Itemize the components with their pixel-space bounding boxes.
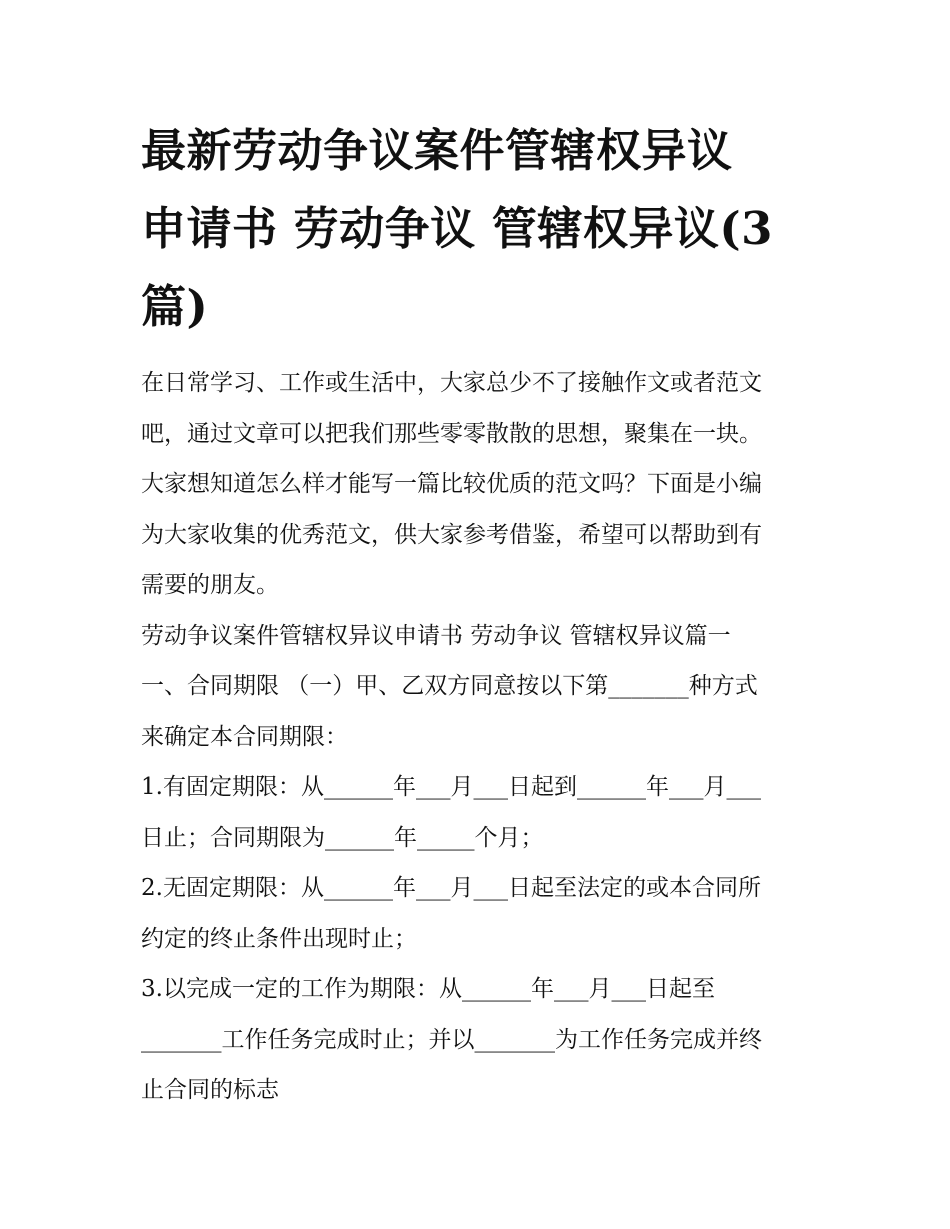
document-title bbox=[141, 112, 821, 346]
title-line-1: 最新劳动争议案件管辖权异议 bbox=[141, 124, 733, 177]
clause-line: 止合同的标志 bbox=[141, 1077, 279, 1103]
contract-clauses bbox=[141, 661, 821, 1116]
intro-line: 在日常学习、工作或生活中，大家总少不了接触作文或者范文 bbox=[141, 370, 762, 396]
section-heading: 劳动争议案件管辖权异议申请书 劳动争议 管辖权异议篇一 bbox=[141, 622, 731, 649]
intro-line: 为大家收集的优秀范文，供大家参考借鉴，希望可以帮助到有 bbox=[141, 521, 762, 548]
clause-line: _______工作任务完成时止；并以_______为工作任务完成并终 bbox=[141, 1026, 762, 1053]
clause-line: 2.无固定期限：从______年___月___日起至法定的或本合同所 bbox=[141, 875, 761, 901]
document-page bbox=[141, 112, 821, 1116]
title-line-2: 申请书 劳动争议 管辖权异议(3 bbox=[141, 202, 773, 255]
clause-line: 约定的终止条件出现时止； bbox=[141, 925, 417, 952]
title-line-3: 篇) bbox=[141, 280, 209, 333]
clause-line: 日止；合同期限为______年_____个月； bbox=[141, 824, 544, 851]
clause-line: 来确定本合同期限： bbox=[141, 723, 348, 750]
intro-line: 大家想知道怎么样才能写一篇比较优质的范文吗？下面是小编 bbox=[141, 471, 762, 497]
intro-line: 吧，通过文章可以把我们那些零零散散的思想，聚集在一块。 bbox=[141, 420, 762, 447]
intro-line: 需要的朋友。 bbox=[141, 572, 279, 598]
clause-line: 3.以完成一定的工作为期限：从______年___月___日起至 bbox=[141, 976, 715, 1002]
document-body bbox=[141, 358, 821, 1116]
clause-line: 一、合同期限 （一）甲、乙双方同意按以下第_______种方式 bbox=[141, 673, 758, 699]
clause-line: 1.有固定期限：从______年___月___日起到______年___月___ bbox=[141, 774, 761, 800]
intro-paragraph bbox=[141, 358, 821, 611]
